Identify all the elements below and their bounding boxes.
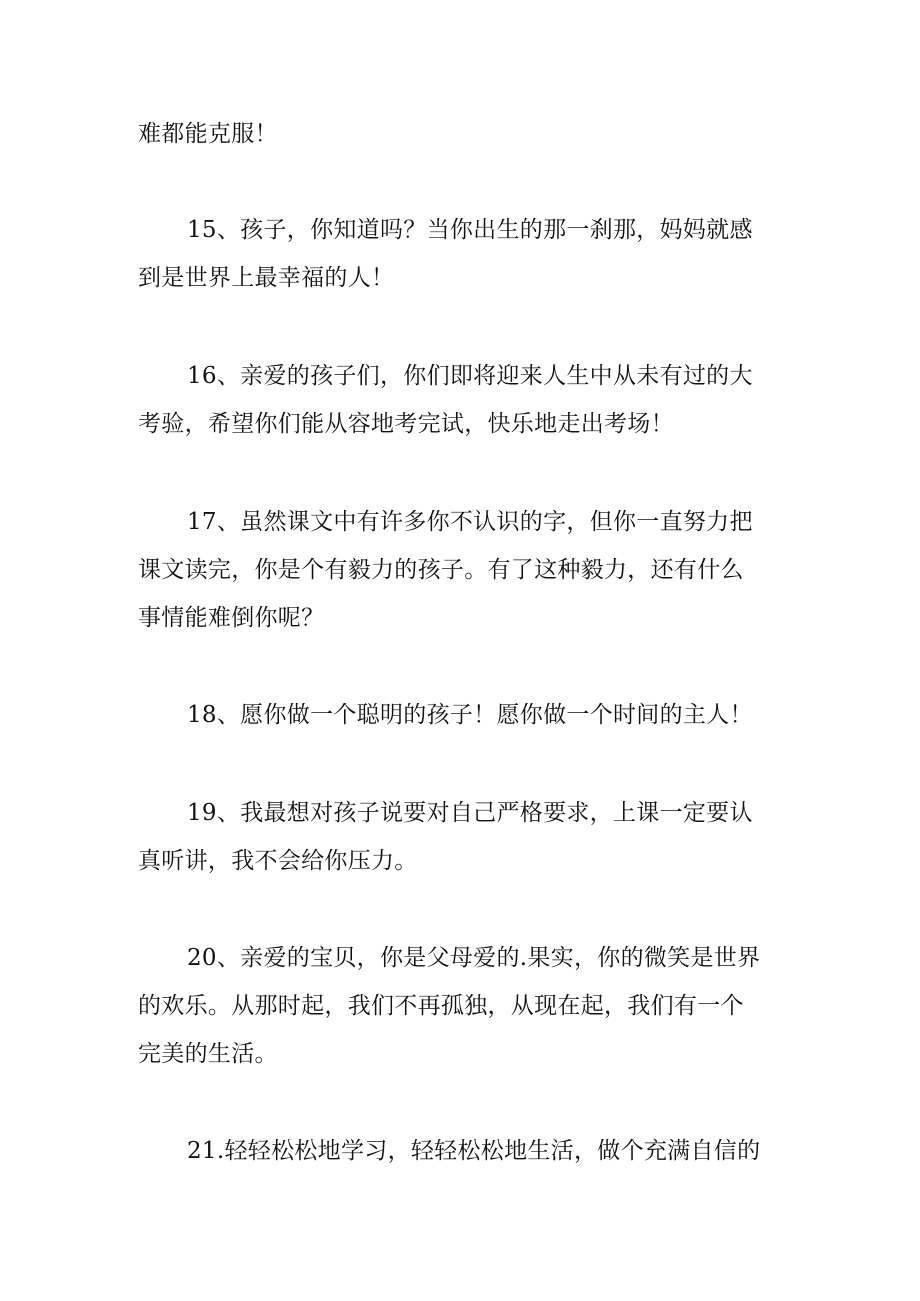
paragraph-21 xyxy=(138,1127,788,1175)
text-line: 21.轻轻松松地学习，轻轻松松地生活，做个充满自信的 xyxy=(187,1138,761,1164)
text-line: 17、虽然课文中有许多你不认识的字，但你一直努力把 xyxy=(187,509,753,535)
text-line: 完美的生活。 xyxy=(138,1041,278,1067)
paragraph-15 xyxy=(138,206,788,302)
paragraph-18 xyxy=(138,691,788,739)
paragraph-20 xyxy=(138,934,788,1078)
text-line: 19、我最想对孩子说要对自己严格要求，上课一定要认 xyxy=(187,800,753,826)
paragraph-16 xyxy=(138,352,788,448)
text-line: 难都能克服！ xyxy=(138,121,278,147)
text-line: 18、愿你做一个聪明的孩子！愿你做一个时间的主人！ xyxy=(187,702,753,728)
text-line: 考验，希望你们能从容地考完试，快乐地走出考场！ xyxy=(138,411,674,437)
text-line: 15、孩子，你知道吗？当你出生的那一刹那，妈妈就感 xyxy=(187,217,753,243)
text-line: 到是世界上最幸福的人！ xyxy=(138,265,395,291)
text-line: 20、亲爱的宝贝，你是父母爱的.果实，你的微笑是世界 xyxy=(187,945,761,971)
text-line: 课文读完，你是个有毅力的孩子。有了这种毅力，还有什么 xyxy=(138,557,744,583)
text-line: 16、亲爱的孩子们，你们即将迎来人生中从未有过的大 xyxy=(187,363,753,389)
paragraph-14-continuation xyxy=(138,110,788,158)
paragraph-17 xyxy=(138,498,788,642)
text-line: 事情能难倒你呢？ xyxy=(138,605,325,631)
text-line: 的欢乐。从那时起，我们不再孤独，从现在起，我们有一个 xyxy=(138,993,744,1019)
paragraph-19 xyxy=(138,789,788,885)
text-line: 真听讲，我不会给你压力。 xyxy=(138,848,418,874)
